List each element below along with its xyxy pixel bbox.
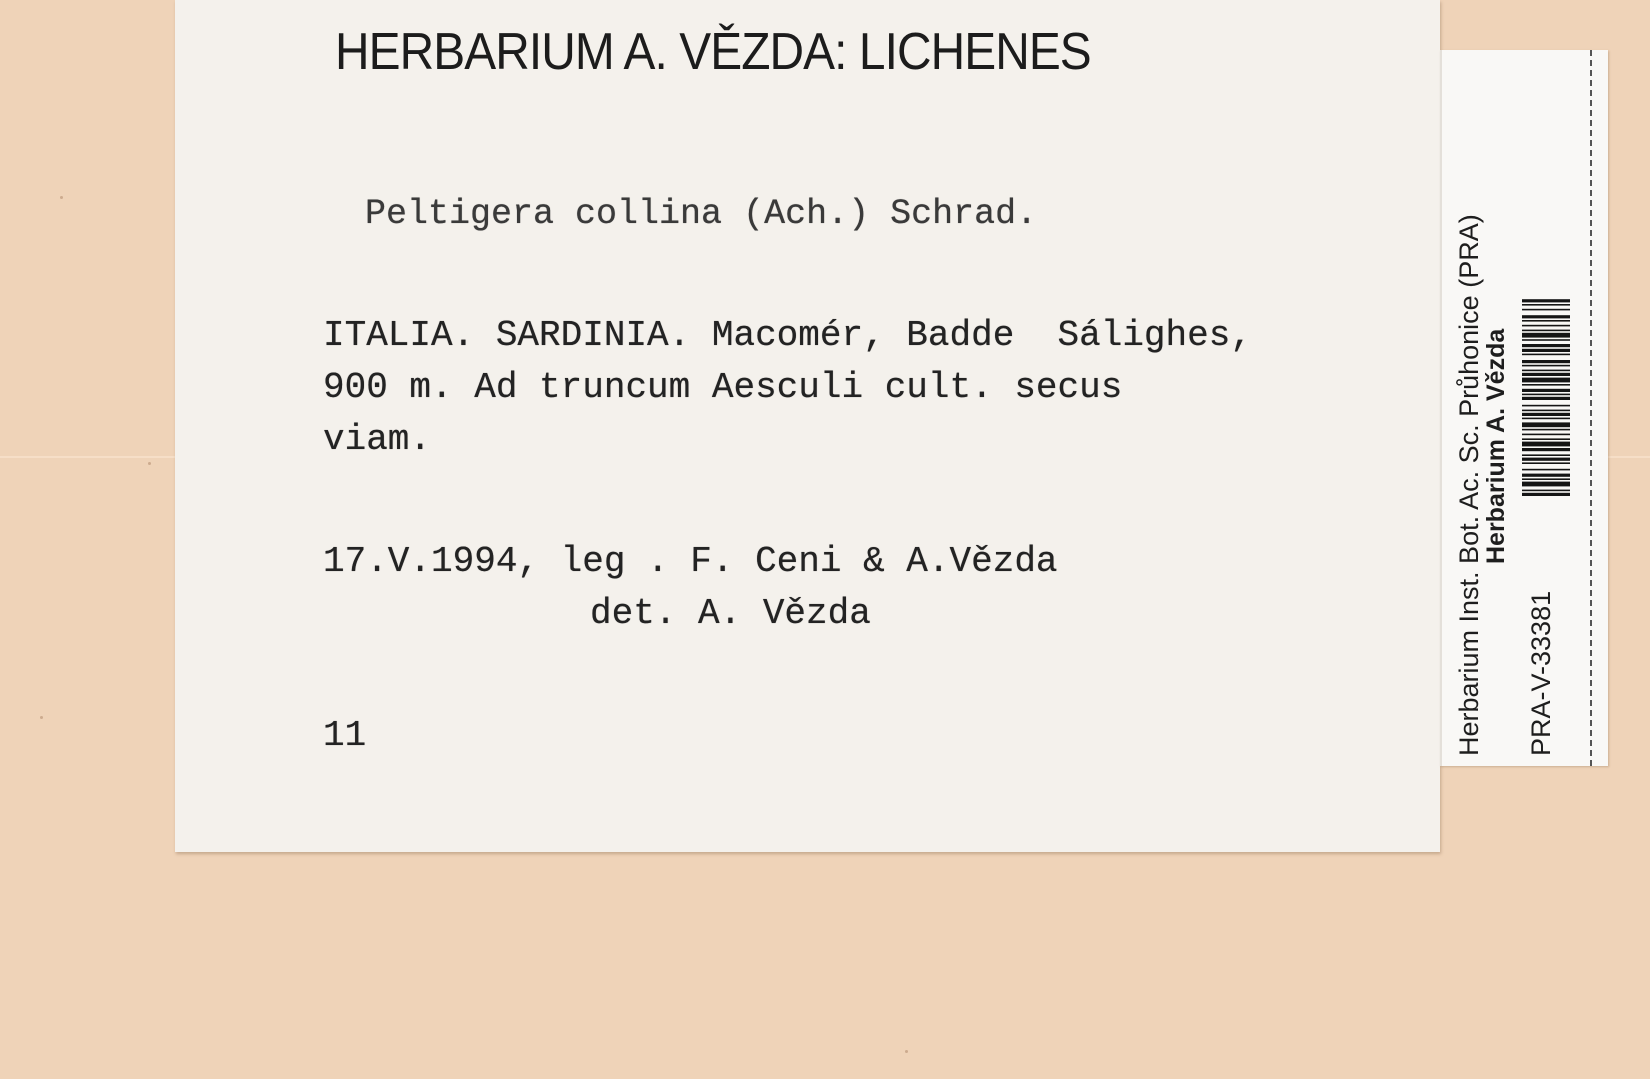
barcode-icon	[1522, 141, 1570, 496]
determination-info: det. A. Vězda	[590, 593, 871, 634]
herbarium-label	[175, 0, 1440, 852]
specimen-id: PRA-V-33381	[1526, 590, 1556, 756]
institution-name: Herbarium Inst. Bot. Ac. Sc. Průhonice (PRA)	[1454, 214, 1484, 756]
locality-line: ITALIA. SARDINIA. Macomér, Badde Sálighes,	[323, 315, 1252, 356]
barcode-tag	[1440, 50, 1608, 766]
envelope-speck	[905, 1050, 908, 1053]
locality-line: 900 m. Ad truncum Aesculi cult. secus	[323, 367, 1123, 408]
perforation-line	[1590, 50, 1592, 766]
envelope-speck	[40, 716, 43, 719]
tag-herbarium-name: Herbarium A. Vězda	[1482, 328, 1510, 564]
envelope-speck	[60, 196, 63, 199]
taxon-name: Peltigera collina (Ach.) Schrad.	[365, 194, 1038, 234]
collection-info: 17.V.1994, leg . F. Ceni & A.Vězda	[323, 541, 1058, 582]
envelope-speck	[148, 462, 151, 465]
locality-line: viam.	[323, 419, 432, 460]
label-header: HERBARIUM A. VĚZDA: LICHENES	[335, 23, 1091, 81]
specimen-number: 11	[323, 715, 367, 756]
barcode-tag-content	[1442, 50, 1608, 766]
